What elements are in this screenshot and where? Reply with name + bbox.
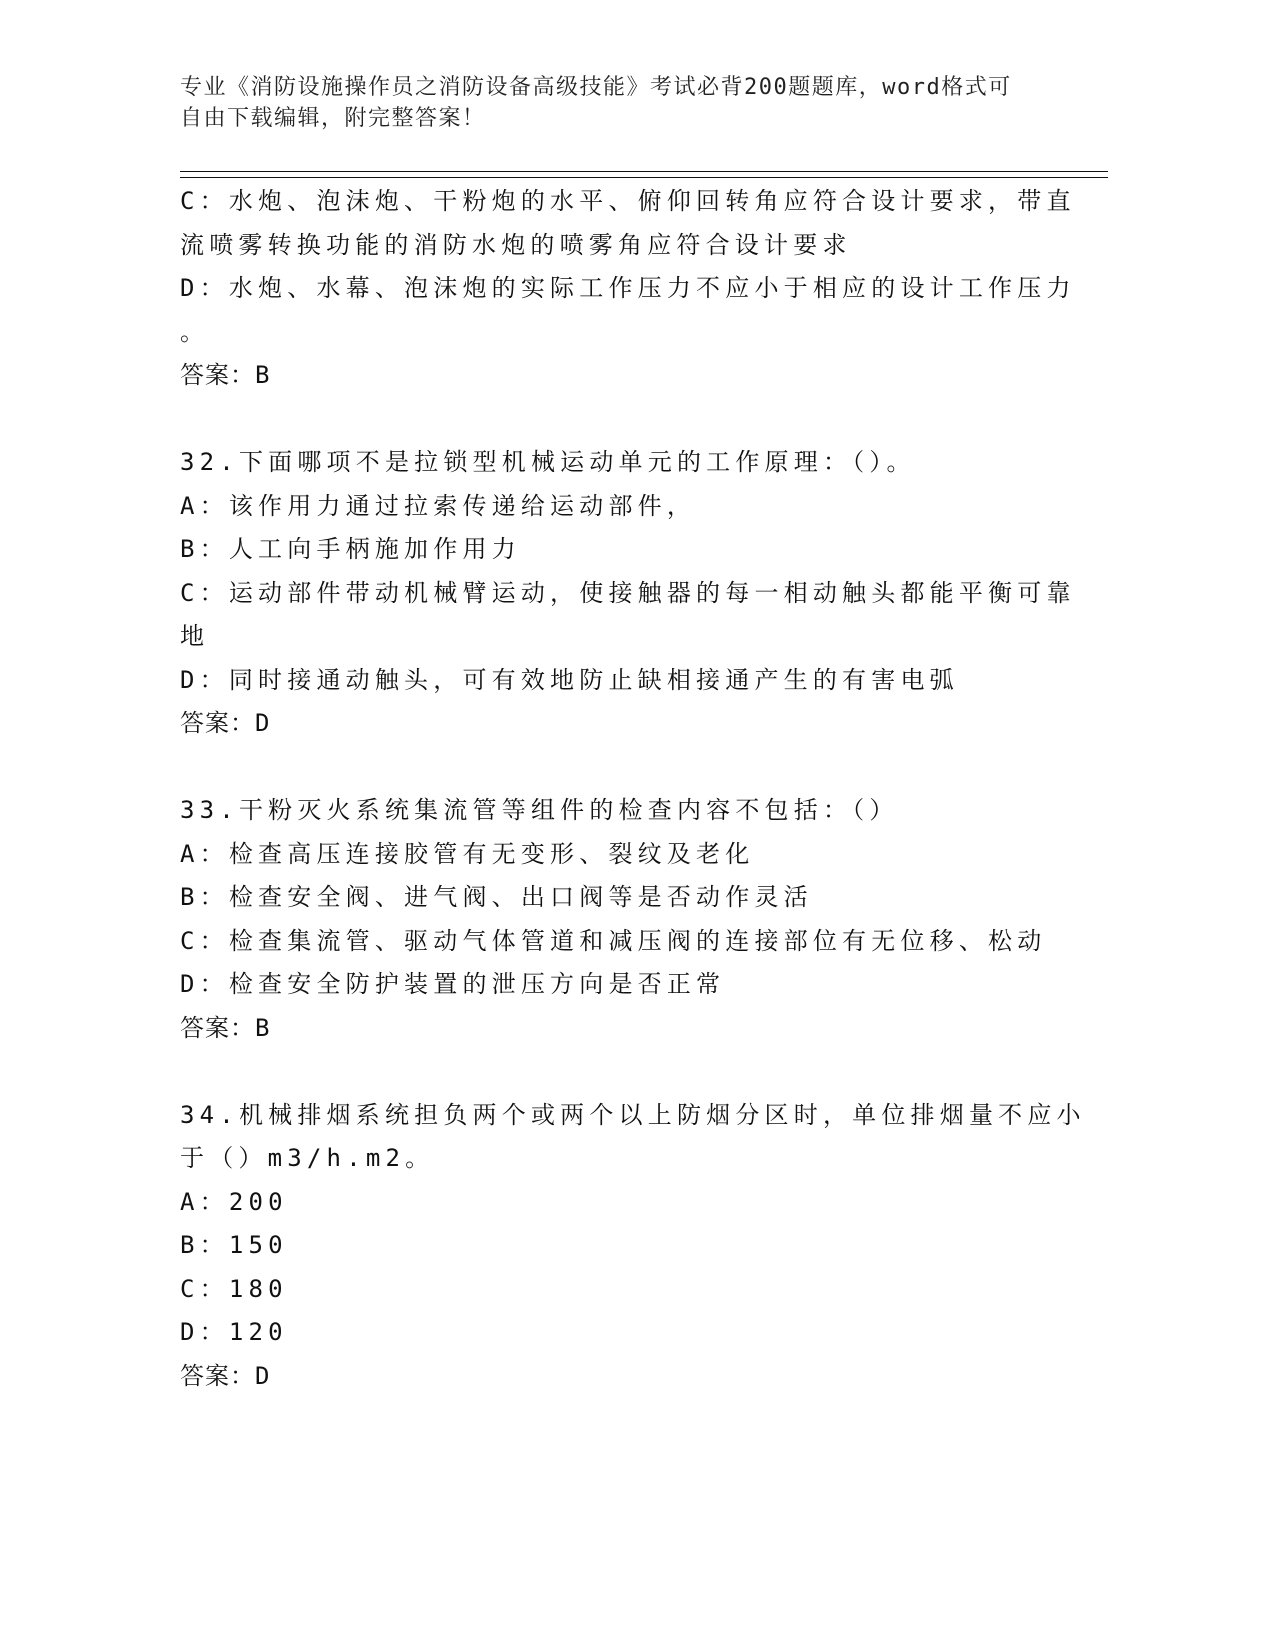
header-divider-top xyxy=(180,171,1108,172)
question-32-answer: 答案：D xyxy=(180,709,271,737)
question-32-option-d: D：同时接通动触头，可有效地防止缺相接通产生的有害电弧 xyxy=(180,665,959,694)
question-33-option-b: B：检查安全阀、进气阀、出口阀等是否动作灵活 xyxy=(180,883,813,911)
question-32-option-c-line-1: C：运动部件带动机械臂运动，使接触器的每一相动触头都能平衡可靠 xyxy=(180,578,1076,607)
question-33-option-d: D：检查安全防护装置的泄压方向是否正常 xyxy=(180,970,726,998)
question-list xyxy=(180,180,1086,1398)
spacer xyxy=(180,398,1060,442)
question-34-option-a: A：200 xyxy=(180,1187,288,1216)
prev-question-block xyxy=(180,180,1076,398)
question-32-option-c-line-2: 地 xyxy=(180,622,210,650)
question-32-block xyxy=(180,441,1076,746)
question-34-option-d: D：120 xyxy=(180,1318,288,1346)
question-32-option-b: B：人工向手柄施加作用力 xyxy=(180,535,521,563)
option-c-line-1: C：水炮、泡沫炮、干粉炮的水平、俯仰回转角应符合设计要求，带直 xyxy=(180,187,1076,215)
document-header xyxy=(180,72,1050,134)
answer: 答案：B xyxy=(180,361,271,389)
header-line-1: 专业《消防设施操作员之消防设备高级技能》考试必背200题题库，word格式可 xyxy=(180,75,1012,100)
question-33-option-c: C：检查集流管、驱动气体管道和减压阀的连接部位有无位移、松动 xyxy=(180,926,1047,955)
question-32-text: 32.下面哪项不是拉锁型机械运动单元的工作原理：（）。 xyxy=(180,448,916,476)
question-34-text-line-1: 34.机械排烟系统担负两个或两个以上防烟分区时，单位排烟量不应小 xyxy=(180,1100,1086,1129)
header-line-2: 自由下载编辑，附完整答案！ xyxy=(180,106,486,131)
header-divider-bottom xyxy=(180,177,1108,178)
question-34-option-b: B：150 xyxy=(180,1231,288,1259)
question-33-answer: 答案：B xyxy=(180,1013,271,1042)
question-33-block xyxy=(180,789,1060,1050)
spacer xyxy=(180,1050,1060,1094)
question-33-option-a: A：检查高压连接胶管有无变形、裂纹及老化 xyxy=(180,839,755,868)
option-d-line-2: 。 xyxy=(180,317,210,346)
question-32-option-a: A：该作用力通过拉索传递给运动部件， xyxy=(180,491,697,520)
question-34-text-line-2: 于（）m3/h.m2。 xyxy=(180,1144,435,1172)
option-c-line-2: 流喷雾转换功能的消防水炮的喷雾角应符合设计要求 xyxy=(180,230,852,259)
spacer xyxy=(180,746,1060,790)
question-34-answer: 答案：D xyxy=(180,1361,271,1390)
question-33-text: 33.干粉灭火系统集流管等组件的检查内容不包括：（） xyxy=(180,796,899,824)
question-34-option-c: C：180 xyxy=(180,1274,288,1303)
question-34-block xyxy=(180,1094,1086,1399)
option-d-line-1: D：水炮、水幕、泡沫炮的实际工作压力不应小于相应的设计工作压力 xyxy=(180,274,1076,302)
